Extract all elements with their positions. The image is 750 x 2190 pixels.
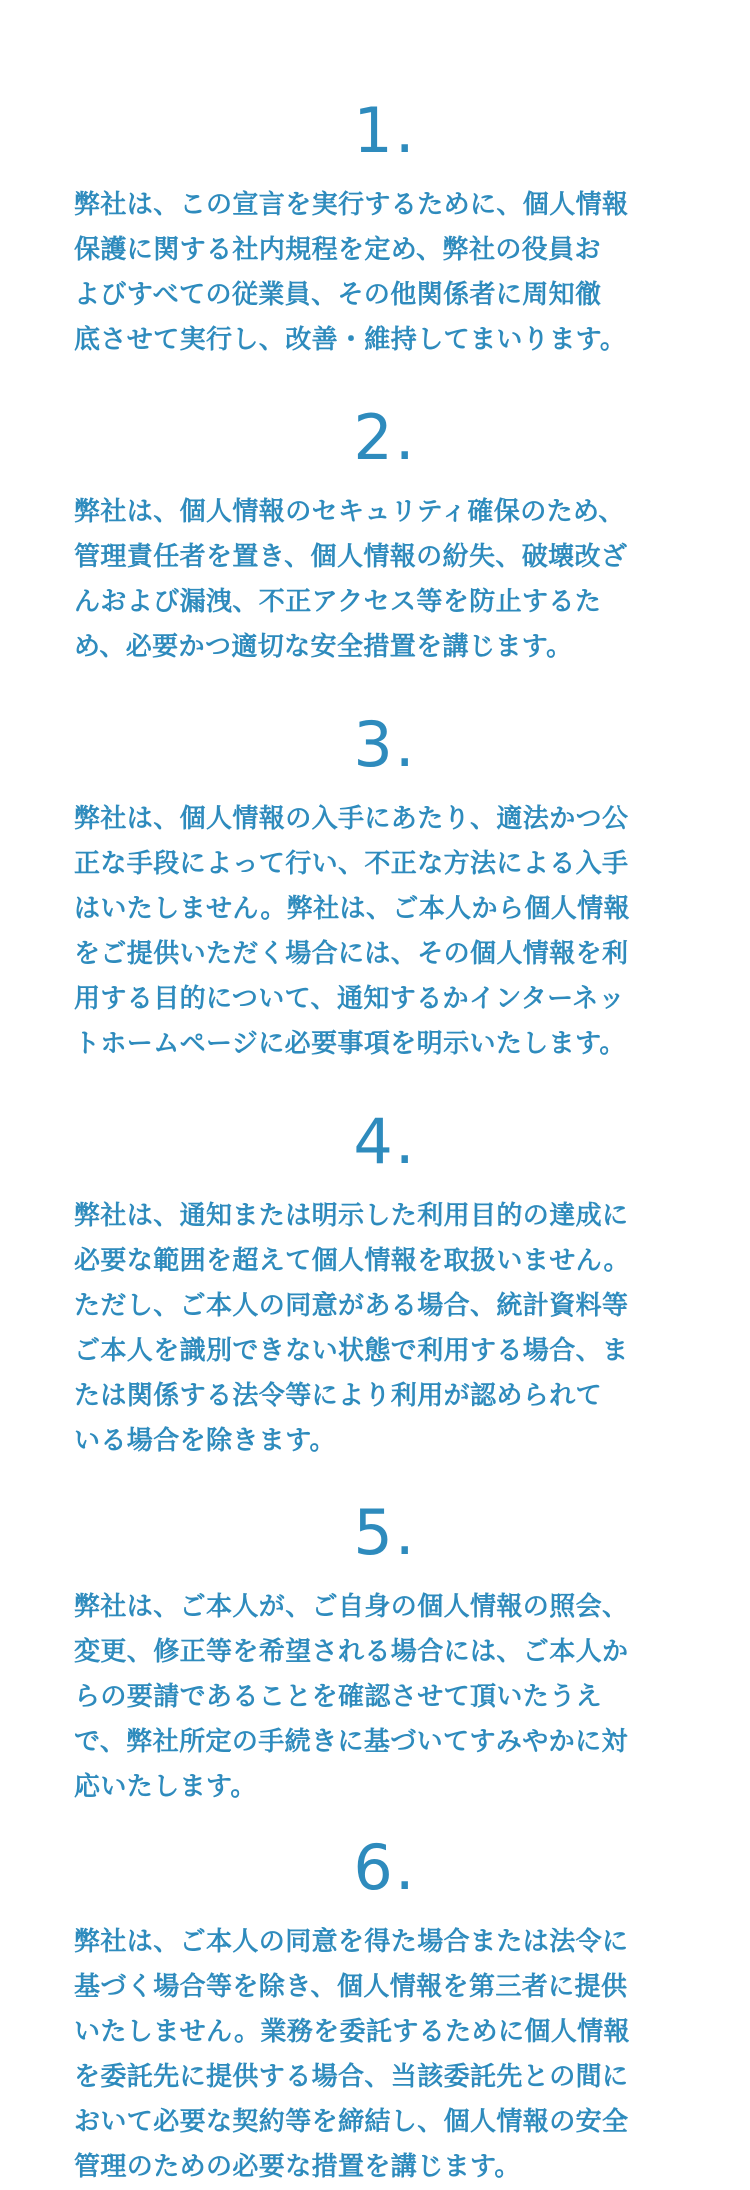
policy-section-6 <box>74 1833 688 2190</box>
section-text <box>74 797 688 1067</box>
policy-section-1 <box>74 96 688 363</box>
text-line: 用する目的について、通知するかインターネッ <box>74 984 626 1014</box>
section-text <box>74 1920 688 2190</box>
section-number: 4. <box>353 1105 417 1178</box>
text-line: 正な手段によって行い、不正な方法による入手 <box>74 849 629 879</box>
text-line: 弊社は、ご本人の同意を得た場合または法令に <box>74 1927 629 1957</box>
text-line: 弊社は、ご本人が、ご自身の個人情報の照会、 <box>74 1592 629 1622</box>
text-line: トホームページに必要事項を明示いたします。 <box>74 1029 626 1059</box>
text-line: ご本人を識別できない状態で利用する場合、ま <box>74 1336 629 1366</box>
text-line: をご提供いただく場合には、その個人情報を利 <box>74 939 629 969</box>
text-line: 必要な範囲を超えて個人情報を取扱いません。 <box>74 1246 630 1276</box>
text-line: らの要請であることを確認させて頂いたうえ <box>74 1682 603 1712</box>
section-text <box>74 490 688 670</box>
text-line: 管理のための必要な措置を講じます。 <box>74 2152 521 2182</box>
section-text <box>74 183 688 363</box>
text-line: 管理責任者を置き、個人情報の紛失、破壊改ざ <box>74 542 628 572</box>
text-line: 弊社は、この宣言を実行するために、個人情報 <box>74 190 629 220</box>
text-line: 弊社は、個人情報の入手にあたり、適法かつ公 <box>74 804 629 834</box>
text-line: おいて必要な契約等を締結し、個人情報の安全 <box>74 2107 629 2137</box>
text-line: 応いたします。 <box>74 1772 257 1802</box>
policy-section-2 <box>74 403 688 670</box>
text-line: ただし、ご本人の同意がある場合、統計資料等 <box>74 1291 629 1321</box>
policy-section-3 <box>74 710 688 1067</box>
text-line: 保護に関する社内規程を定め、弊社の役員お <box>74 235 601 265</box>
text-line: はいたしません。弊社は、ご本人から個人情報 <box>74 894 630 924</box>
text-line: いたしません。業務を委託するために個人情報 <box>74 2017 630 2047</box>
text-line: よびすべての従業員、その他関係者に周知徹 <box>74 280 602 310</box>
text-line: 変更、修正等を希望される場合には、ご本人か <box>74 1637 629 1667</box>
text-line: たは関係する法令等により利用が認められて <box>74 1381 603 1411</box>
text-line: 基づく場合等を除き、個人情報を第三者に提供 <box>74 1972 628 2002</box>
policy-section-4 <box>74 1107 688 1464</box>
text-line: んおよび漏洩、不正アクセス等を防止するた <box>74 587 602 617</box>
section-number: 2. <box>353 401 417 474</box>
text-line: 弊社は、個人情報のセキュリティ確保のため、 <box>74 497 625 527</box>
policy-section-5 <box>74 1498 688 1810</box>
section-number: 1. <box>353 94 417 167</box>
text-line: を委託先に提供する場合、当該委託先との間に <box>74 2062 629 2092</box>
section-number: 6. <box>353 1831 417 1904</box>
text-line: め、必要かつ適切な安全措置を講じます。 <box>74 632 573 662</box>
section-text <box>74 1585 688 1810</box>
text-line: で、弊社所定の手続きに基づいてすみやかに対 <box>74 1727 628 1757</box>
text-line: いる場合を除きます。 <box>74 1426 336 1456</box>
section-text <box>74 1194 688 1464</box>
section-number: 3. <box>353 708 417 781</box>
text-line: 底させて実行し、改善・維持してまいります。 <box>74 325 627 355</box>
section-number: 5. <box>353 1496 417 1569</box>
text-line: 弊社は、通知または明示した利用目的の達成に <box>74 1201 629 1231</box>
